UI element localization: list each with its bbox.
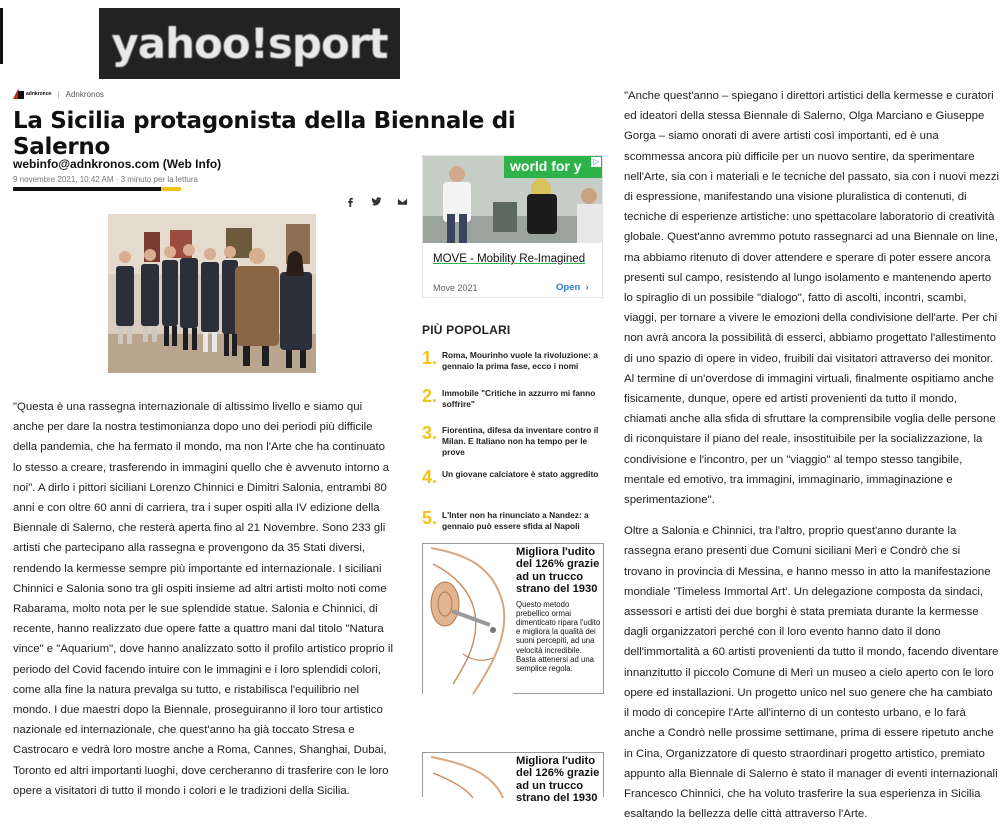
popular-item-text: Roma, Mourinho vuole la rivoluzione: a gennaio la prima fase, ecco i nomi [442, 350, 598, 371]
article-author[interactable]: webinfo@adnkronos.com (Web Info) [13, 157, 222, 171]
popular-item-number: 3. [422, 423, 438, 443]
popular-title: PIÙ POPOLARI [422, 323, 511, 337]
popular-item[interactable] [422, 467, 607, 486]
promo-illustration [423, 753, 513, 797]
popular-item-text: L'Inter non ha rinunciato a Nandez: a gennaio può essere sfida al Napoli [442, 510, 589, 531]
source-row [13, 89, 104, 99]
popular-item-number: 1. [422, 348, 438, 368]
popular-item-text: Immobile "Critiche in azzurro mi fanno soffrire" [442, 388, 596, 409]
twitter-share-button[interactable] [369, 194, 383, 208]
article-meta: 9 novembre 2021, 10:42 AM · 3 minuto per la lettura [13, 175, 198, 184]
sponsored-ad-card[interactable] [422, 155, 603, 298]
adnkronos-mark-icon [13, 89, 24, 99]
popular-item[interactable] [422, 423, 607, 458]
source-separator: | [57, 89, 60, 99]
adnkronos-logo[interactable] [13, 89, 52, 99]
ad-title[interactable]: MOVE - Mobility Re-Imagined [433, 253, 586, 265]
twitter-icon [371, 196, 382, 207]
popular-item[interactable] [422, 508, 607, 532]
promo-illustration [423, 544, 513, 693]
popular-item-text: Fiorentina, difesa da inventare contro il Milan. E Italiano non ha tempo per le prove [442, 425, 599, 457]
mail-share-button[interactable] [395, 194, 409, 208]
source-logo-text: adnkronos [26, 91, 52, 97]
meta-divider-accent [161, 187, 181, 191]
article-body-right [624, 86, 1000, 824]
mail-icon [397, 196, 408, 207]
ear-illustration [423, 544, 513, 695]
ad-open-button[interactable] [556, 282, 589, 293]
ad-open-label: Open [556, 282, 581, 293]
article-body-left: "Questa è una rassegna internazionale di altissimo livello e siamo qui anche per dare la nostra testimonianza dopo uno dei periodi più difficile della pandemia, che ha fermato il mondo, ma non l'Arte che ha continuato lo stesso a creare, trasferendo in immagini quello che è avvenuto intorno a noi". A dirlo i pittori siciliani Lorenzo Chinnici e Dimitri Salonia, entrambi 80 anni e con oltre 60 anni di carriera, tra i super ospiti alla IV edizione della Biennale di Salerno, che resterà aperta fino al 21 Novembre. Sono 233 gli artisti che partecipano alla rassegna e provengono da 35 Stati diversi, rendendo la kermesse sempre più importante ed internazionale. I siciliani Chinnici e Salonia sono tra gli ospiti insieme ad altri artisti molto noti come Rabarama, molto nota per le sue splendide statue. Salonia e Chinnici, di recente, hanno realizzato due opere fatte a quattro mani dal titolo "Natura vince" e "Aquarium", dove hanno analizzato sotto il profilo artistico proprio il periodo del Covid facendo intuire con le immagini e i loro splendidi colori, come alla fine la natura prevalga su tutto, e ristabilisca l'equilibrio nel mondo. I due maestri dopo la Biennale, proseguiranno il loro tour artistico nazionale ed internazionale, che quest'anno ha già toccato Stresa e Castrocaro e vedrà loro mostre anche a Roma, Cannes, Shanghai, Dubai, Toronto ed altri importanti luoghi, dove cercheranno di trasferire con le loro opere a visitatori di tutto il mondo i colori e le tradizioni della Sicilia. [13, 401, 393, 797]
promo-text [516, 755, 602, 805]
popular-item-text: Un giovane calciatore è stato aggredito [442, 469, 599, 479]
popular-item-number: 5. [422, 508, 438, 528]
logo-text: yahoo!sport [111, 19, 388, 68]
popular-item[interactable] [422, 348, 607, 372]
facebook-icon [345, 196, 356, 207]
ad-sponsor: Move 2021 [433, 283, 478, 293]
promo-text [516, 546, 602, 673]
popular-item[interactable] [422, 386, 607, 410]
promo-body: Questo metodo prebellico ormai dimenticato ripara l'udito e migliora la qualità dei suoni percepiti, ad una velocità incredibile. Basta attenersi ad una semplice regola. [516, 599, 601, 674]
ad-banner-text: world for y [504, 156, 602, 178]
hearing-promo-ad[interactable] [422, 543, 604, 694]
source-name[interactable]: Adnkronos [65, 89, 104, 99]
promo-headline: Migliora l'udito del 126% grazie ad un trucco strano del 1930 [516, 546, 600, 596]
yahoo-sport-logo[interactable] [99, 8, 400, 79]
ad-image [423, 156, 602, 243]
article-paragraph: Oltre a Salonia e Chinnici, tra l'altro, proprio quest'anno durante la rassegna erano presenti due Comuni siciliani Merì e Condrò che si trovano in provincia di Messina, e hanno messo in atto la manifestazione mondiale 'Timeless Immortal Art'. Un delegazione composta da sindaci, assessori e artisti dei due borghi è stata premiata durante la kermesse dagli organizzatori perché con il loro evento hanno dato il dono dell'immortalità a 60 artisti provenienti da tutto il mondo, facendo diventare innanzitutto il piccolo Comune di Merì un museo a cielo aperto con le loro opere ed installazioni. Un progetto unico nel suo genere che ha cambiato il modo di concepire l'Arte all'interno di un contesto urbano, e lo farà anche a Condrò nelle prossime settimane, prima di essere ripetuto anche in Cina, Organizzatore di questo straordinari progetto artistico, premiato appunto alla Biennale di Salerno è stato il manager di eventi internazionali Francesco Chinnici, che ha voluto trasferire la sua esperienza in Sicilia esaltando la bellezza delle città attraverso l'Arte. [624, 525, 999, 821]
article-photo [108, 214, 316, 373]
chevron-right-icon: › [582, 282, 589, 293]
left-edge-rule [0, 8, 3, 64]
article-title: La Sicilia protagonista della Biennale di Salerno [13, 108, 516, 160]
ear-illustration [423, 753, 513, 798]
hearing-promo-ad[interactable] [422, 752, 604, 805]
meta-divider [13, 187, 181, 191]
popular-item-number: 2. [422, 386, 438, 406]
facebook-share-button[interactable] [343, 194, 357, 208]
promo-headline: Migliora l'udito del 126% grazie ad un trucco strano del 1930 [516, 755, 600, 805]
adchoices-icon[interactable]: ▷ [592, 157, 600, 166]
popular-item-number: 4. [422, 467, 438, 487]
article-paragraph: "Anche quest'anno – spiegano i direttori artistici della kermesse e curatori ed ideatori della stessa Biennale di Salerno, Olga Marciano e Giuseppe Gorga – siamo onorati di avere artisti così importanti, ed è una scommessa ancora più difficile per un nuovo sentire, da sperimentare nell'Arte, sia con i materiali e le tecniche del passato, sia con i nuovi mezzi di espressione, manifestando una visione pluralistica di contenuti, di tecniche di esperienze artistiche: uno spettacolare laboratorio di creatività globale. Quest'anno avremmo potuto rassegnarci ad una Biennale on line, ma abbiamo ritenuto di dover attendere e sperare di poter essere ancora presenti sul campo, resistendo al lungo isolamento e mantenendo aperto lo spiraglio di un possibile "dialogo", fatto di ascolti, incontri, scambi, viaggi, per tornare a vivere le emozioni della condivisione dell'arte. Per chi non avrà ancora la possibilità di esserci, abbiamo progettato l'allestimento di uno spazio di opere in video, fruibili dai visitatori attraverso dei monitor. Al termine di un'overdose di immagini virtuali, finalmente ospitiamo anche fisicamente, dunque, opere ed artisti provenienti da tutto il mondo, chiamati anche alla sfida di sfruttare la comprensibile voglia delle persone di riconquistare il piano del reale, insostituibile per la socializzazione, la condivisione e l'incontro, per un "viaggio" al tempo stesso tangibile, mentale ed emotivo, tra immagini, immaginario, immaginazione e sperimentazione". [624, 90, 1000, 507]
group-photo-illustration [108, 214, 316, 373]
